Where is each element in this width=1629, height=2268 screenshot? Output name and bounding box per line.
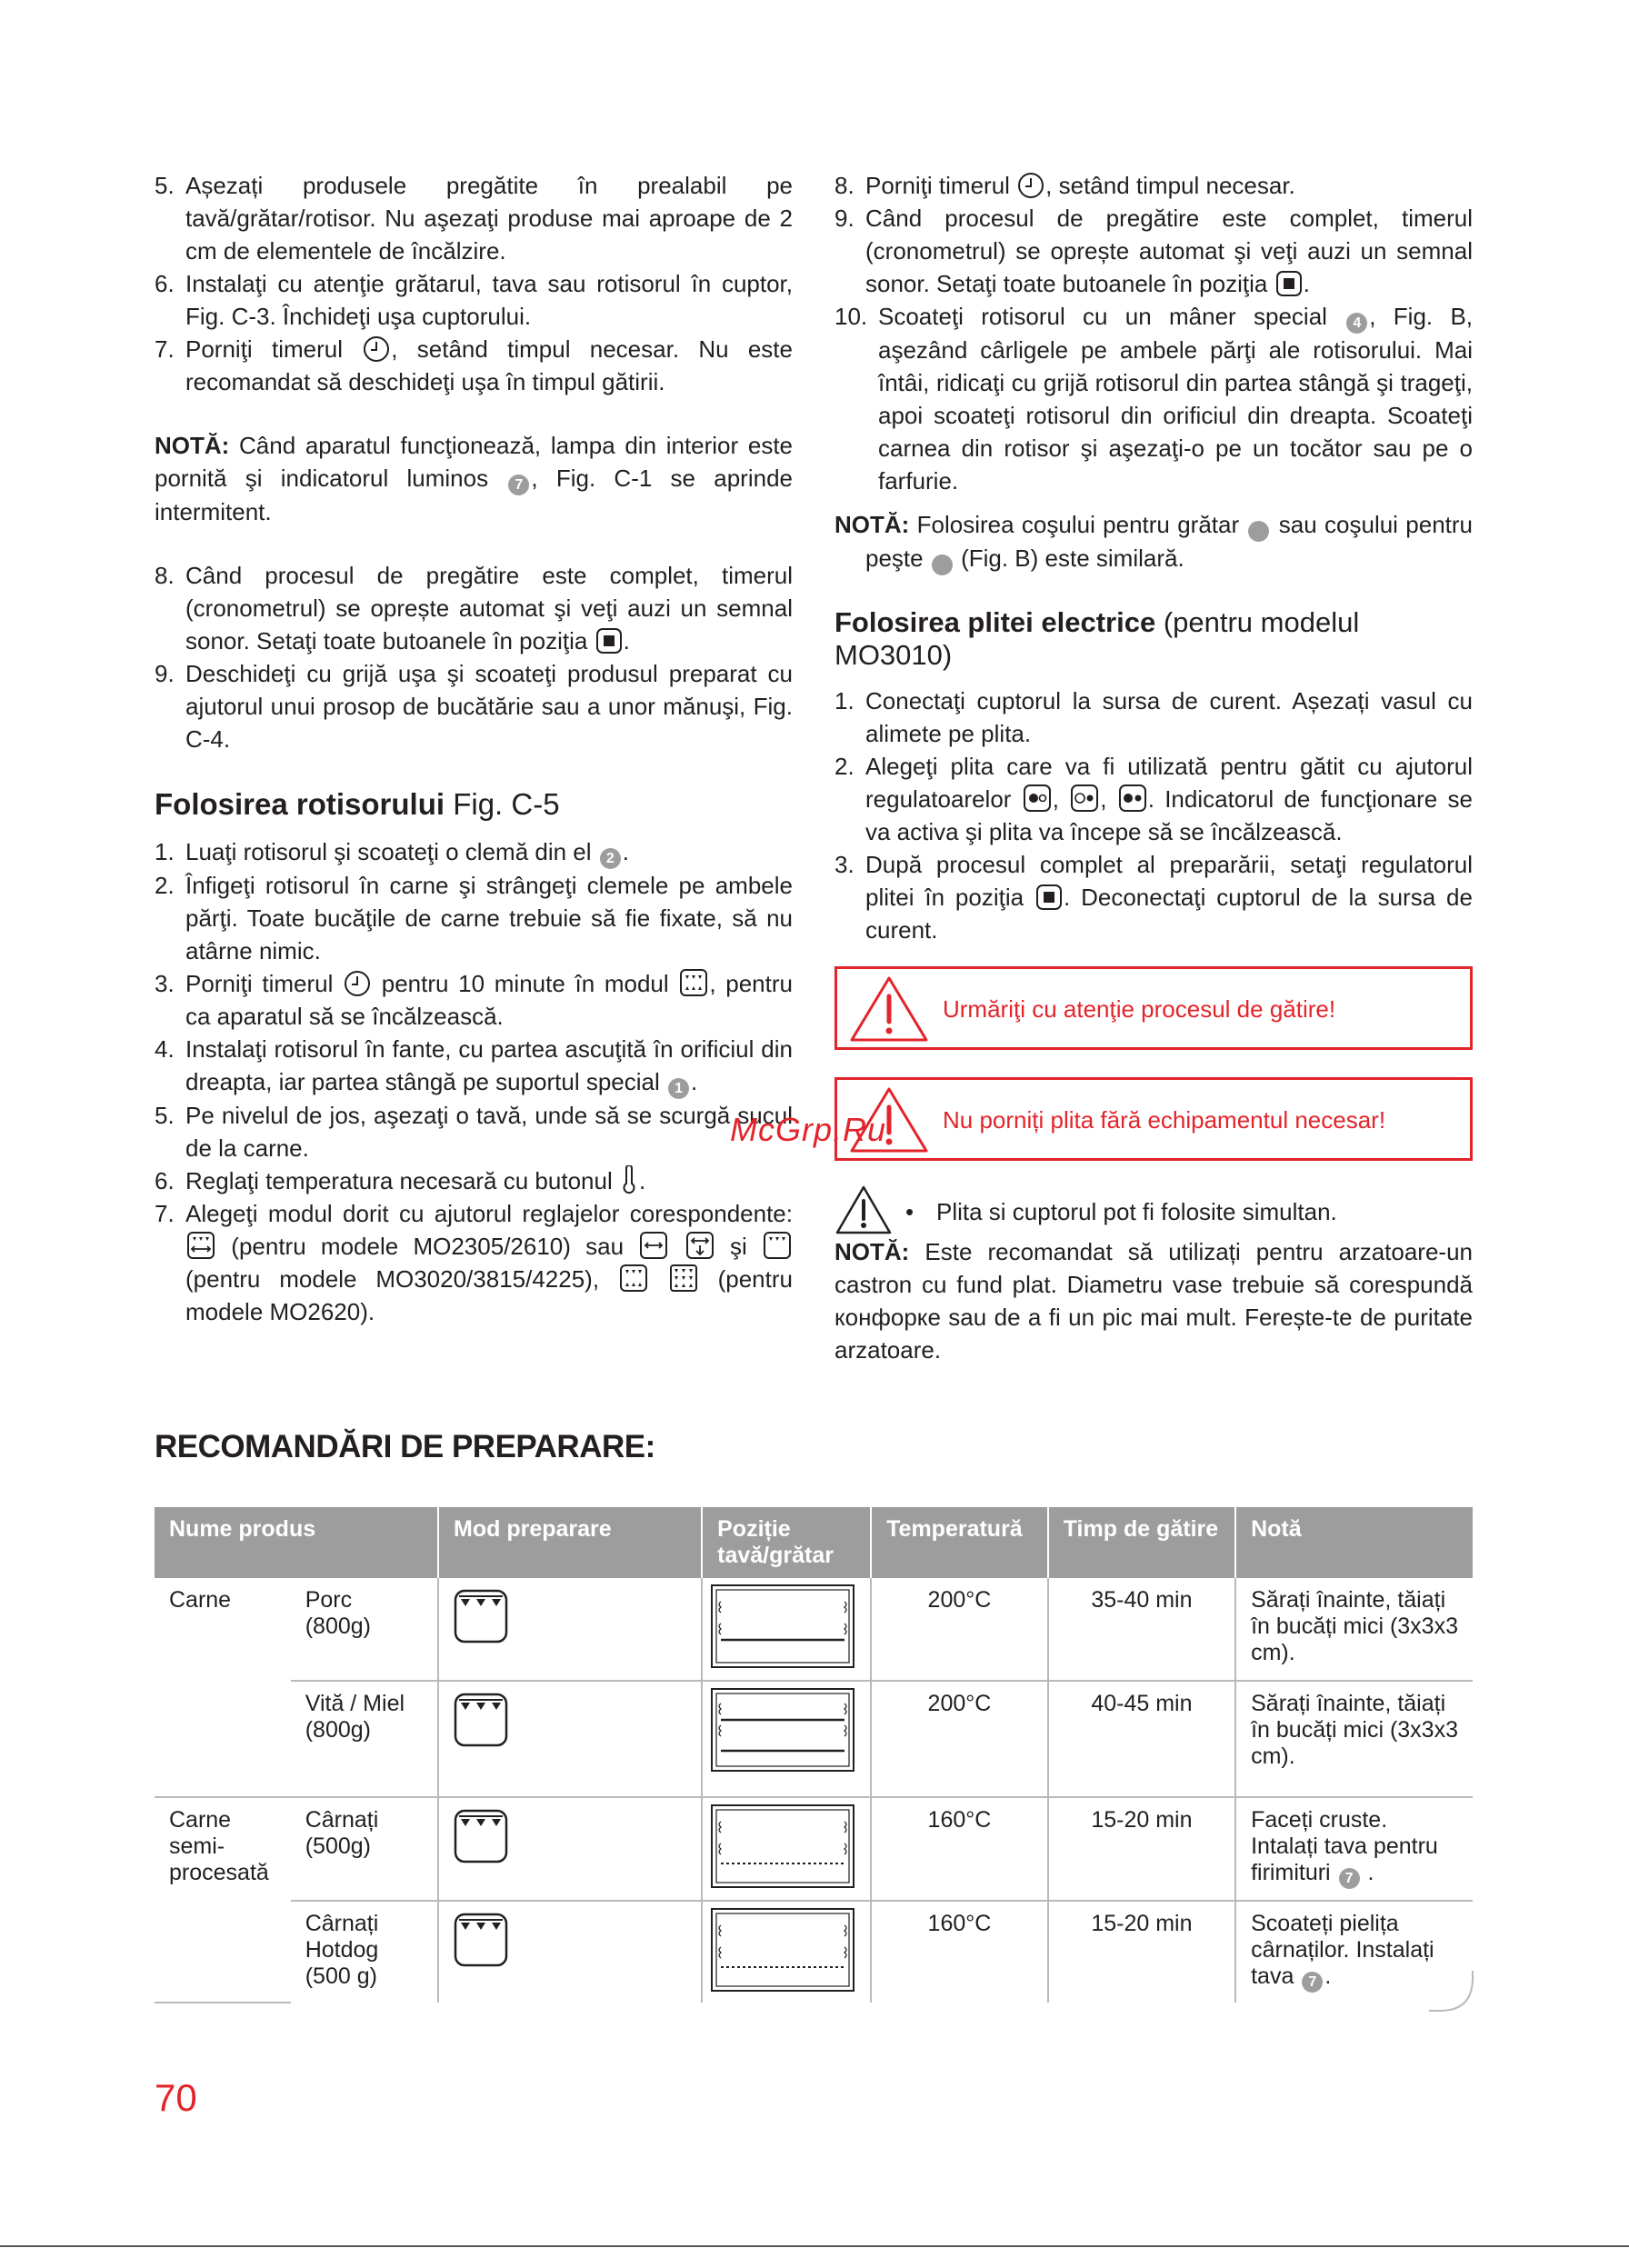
position-cell [702,1578,871,1681]
product-cell: Cârnați (500g) [291,1797,438,1901]
bottom-divider [0,2245,1629,2247]
product-cell: Cârnați Hotdog (500 g) [305,1911,379,1989]
part-badge: 7 [1339,1868,1360,1889]
list-item: 6. Reglaţi temperatura necesară cu butonul . [155,1167,646,1194]
list-item: 9. Când procesul de pregătire este complet, timerul (cronometrul) se oprește automat şi veţi auzi un semnal sonor. Setaţi toate butoanele în poziţia . [834,205,1473,297]
timer-icon [1017,172,1044,199]
mode-cell [438,1681,702,1797]
table-bottom-line [1429,1971,1474,2016]
list-item: 9. Deschideţi cu grijă uşa şi scoateţi produsul preparat cu ajutorul unui prosop de bucătărie sau a unor mănuşi, Fig. C-4. [155,660,793,753]
table-row [155,1901,1473,2003]
top-heat-mode-icon [454,1913,508,1967]
part-badge: 1 [668,1078,689,1099]
recommendations-table [155,1507,1473,2003]
tip-simultaneous: • Plita si cuptorul pot fi folosite simultan. [834,1184,1473,1235]
stop-position-icon [1035,884,1063,911]
part-badge: 7 [508,475,529,495]
grill-rack-position-icon [710,1687,855,1773]
note-basket: NOTĂ: Folosirea coşului pentru grătar 9 sau coşului pentru peşte 8 (Fig. B) este similară. [834,508,1473,575]
header-product: Nume produs [155,1507,438,1578]
list-item: 7. Porniţi timerul , setând timpul necesar. Nu este recomandat să deschideţi uşa în timpul gătirii. [155,335,793,395]
mode-cell [438,1797,702,1901]
header-position: Poziție tavă/grătar [702,1507,871,1578]
note-pans: NOTĂ: Este recomandat să utilizați pentru arzatoare-un castron cu fund plat. Diametru vase trebuie să corespundă конфорке sau de a fi un pic mai mult. Ferește-te de puritate arzatoare. [834,1238,1473,1364]
thermometer-icon [620,1165,638,1194]
list-item: 3. Porniţi timerul pentru 10 minute în modul , pentru ca aparatul să se încălzească. [155,970,793,1030]
rotisor-steps [155,835,793,1328]
warning-icon [848,974,930,1044]
note-lamp: NOTĂ: Când aparatul funcţionează, lampa din interior este pornită şi indicatorul luminos 7 , Fig. C-1 se aprinde intermitent. [155,432,793,525]
tray-position-icon [710,1803,855,1889]
position-cell [702,1681,871,1797]
left-plate-icon [1023,784,1052,813]
table-row [155,1797,1473,1901]
table-row [155,1578,1473,1681]
list-item: 1. Luaţi rotisorul şi scoateţi o clemă din el 2 . [155,835,793,869]
stop-position-icon [595,627,623,654]
list-item: 5. Pe nivelul de jos, aşezaţi o tavă, unde să se scurgă sucul de la carne. [155,1102,793,1162]
header-temperature: Temperatură [871,1507,1048,1578]
part-badge: 8 [932,555,953,575]
grill-rack-position-icon [710,1584,855,1669]
top-heat-mode-icon [454,1693,508,1747]
time-cell: 35-40 min [1048,1578,1235,1681]
top-heat-mode-icon [454,1589,508,1644]
note-cell: Faceți cruste. Intalați tava pentru firimituri 7 . [1235,1797,1473,1901]
watermark-text: McGrp.Ru [730,1111,887,1148]
temperature-cell: 200°C [871,1578,1048,1681]
header-time: Timp de gătire [1048,1507,1235,1578]
warning-icon [834,1184,893,1235]
plita-steps [834,684,1473,946]
list-item: 8. Când procesul de pregătire este complet, timerul (cronometrul) se oprește automat şi veţi auzi un semnal sonor. Setaţi toate butoanele în poziţia . [155,562,793,654]
product-cell: Vită / Miel (800g) [291,1681,438,1797]
mode-cell [438,1901,702,2003]
list-item: 5. Așezați produsele pregătite în prealabil pe tavă/grătar/rotisor. Nu aşezaţi produse mai aproape de 2 cm de elementele de încălzire. [155,172,793,265]
part-badge: 9 [1248,521,1269,542]
list-item: 2. Alegeţi plita care va fi utilizată pentru gătit cu ajutorul regulatoarelor , , . Indicatorul de funcţionare se va activa şi plita va începe să se încălzească. [834,753,1473,845]
time-cell: 15-20 min [1048,1797,1235,1901]
top-bottom-heat-mode-icon [619,1264,648,1293]
position-cell [702,1797,871,1901]
list-item: 8. Porniţi timerul , setând timpul necesar. [834,172,1295,199]
top-bottom-fan-mode-icon [186,1231,215,1260]
temperature-cell: 160°C [871,1901,1048,2003]
category-cell: Carne [155,1578,291,1797]
plita-heading: Folosirea plitei electrice (pentru modelul MO3010) [834,606,1360,671]
note-cell: Scoateți pielița cârnaților. Instalați tava 7 . [1235,1901,1473,2003]
header-note: Notă [1235,1507,1473,1578]
list-item: 6. Instalaţi cu atenţie grătarul, tava sau rotisorul în cuptor, Fig. C-3. Închideţi uşa cuptorului. [155,270,793,330]
part-badge: 4 [1346,313,1367,334]
table-header-row [155,1507,1473,1578]
both-plates-icon [1118,784,1147,813]
steps-list-a [155,169,793,398]
note-cell: Sărați înainte, tăiați în bucăți mici (3x3x3 cm). [1235,1681,1473,1797]
list-item: 7. Alegeţi modul dorit cu ajutorul reglajelor corespondente: (pentru modele MO2305/2610) sau şi (pentru modele MO3020/3815/4225), (pentru modele MO2620). [155,1200,793,1325]
temperature-cell: 160°C [871,1797,1048,1901]
stop-position-icon [1275,270,1303,297]
grill-mode-icon [679,968,708,997]
product-cell: Porc (800g) [291,1578,438,1681]
timer-icon [344,970,371,997]
list-item: 1. Conectaţi cuptorul la sursa de curent. Așezați vasul cu alimete pe plita. [834,687,1473,747]
page-number: 70 [155,2076,197,2119]
tray-position-icon [710,1907,855,1993]
left-column [155,169,793,1328]
warning-box-plate: Nu porniți plita fără echipamentul necesar! [834,1077,1473,1161]
temperature-cell: 200°C [871,1681,1048,1797]
fan-mode-icon [639,1231,668,1260]
rotisor-heading: Folosirea rotisorului Fig. C-5 [155,787,560,821]
list-item: 10. Scoateţi rotisorul cu un mâner special 4 , Fig. B, aşezând cârligele pe ambele părţi ale rotisorului. Mai întâi, ridicaţi cu grijă rotisorul din partea stângă şi trageţi, apoi scoateţi rotisorul din orificiul din dreapta. Scoateţi carnea din rotisor şi aşezaţi-o pe un tocător sau pe o farfurie. [834,303,1474,495]
right-column [834,169,1473,1366]
steps-list-b [155,559,793,755]
timer-icon [363,335,390,363]
mode-cell [438,1578,702,1681]
header-mode: Mod preparare [438,1507,702,1578]
steps-list-c [834,169,1473,497]
position-cell [702,1901,871,2003]
warning-box-cooking: Urmăriţi cu atenţie procesul de gătire! [834,966,1473,1050]
time-cell: 40-45 min [1048,1681,1235,1797]
part-badge: 7 [1302,1972,1323,1993]
recommendations-heading: RECOMANDĂRI DE PREPARARE: [155,1429,655,1464]
note-cell: Sărați înainte, tăiați în bucăți mici (3x3x3 cm). [1235,1578,1473,1681]
top-heat-mode-icon [454,1809,508,1863]
list-item: 3. După procesul complet al preparării, setaţi regulatorul plitei în poziţia . Deconectaţi cuptorul de la sursa de curent. [834,851,1473,944]
category-cell: Carne semi-procesată [155,1797,291,2003]
rotisserie-mode-icon [685,1231,715,1260]
list-item: 2. Înfigeţi rotisorul în carne şi strângeţi clemele pe ambele părţi. Toate bucăţile de carne trebuie să fie fixate, să nu atârne nimic. [155,872,793,964]
top-heat-mode-icon [763,1231,792,1260]
part-badge: 2 [600,848,621,869]
list-item: 4. Instalaţi rotisorul în fante, cu partea ascuţită în orificiul din dreapta, iar partea stângă pe suportul special 1 . [155,1033,793,1099]
table-row [155,1681,1473,1797]
time-cell: 15-20 min [1048,1901,1235,2003]
right-plate-icon [1070,784,1099,813]
combined-mode-icon [669,1264,698,1293]
